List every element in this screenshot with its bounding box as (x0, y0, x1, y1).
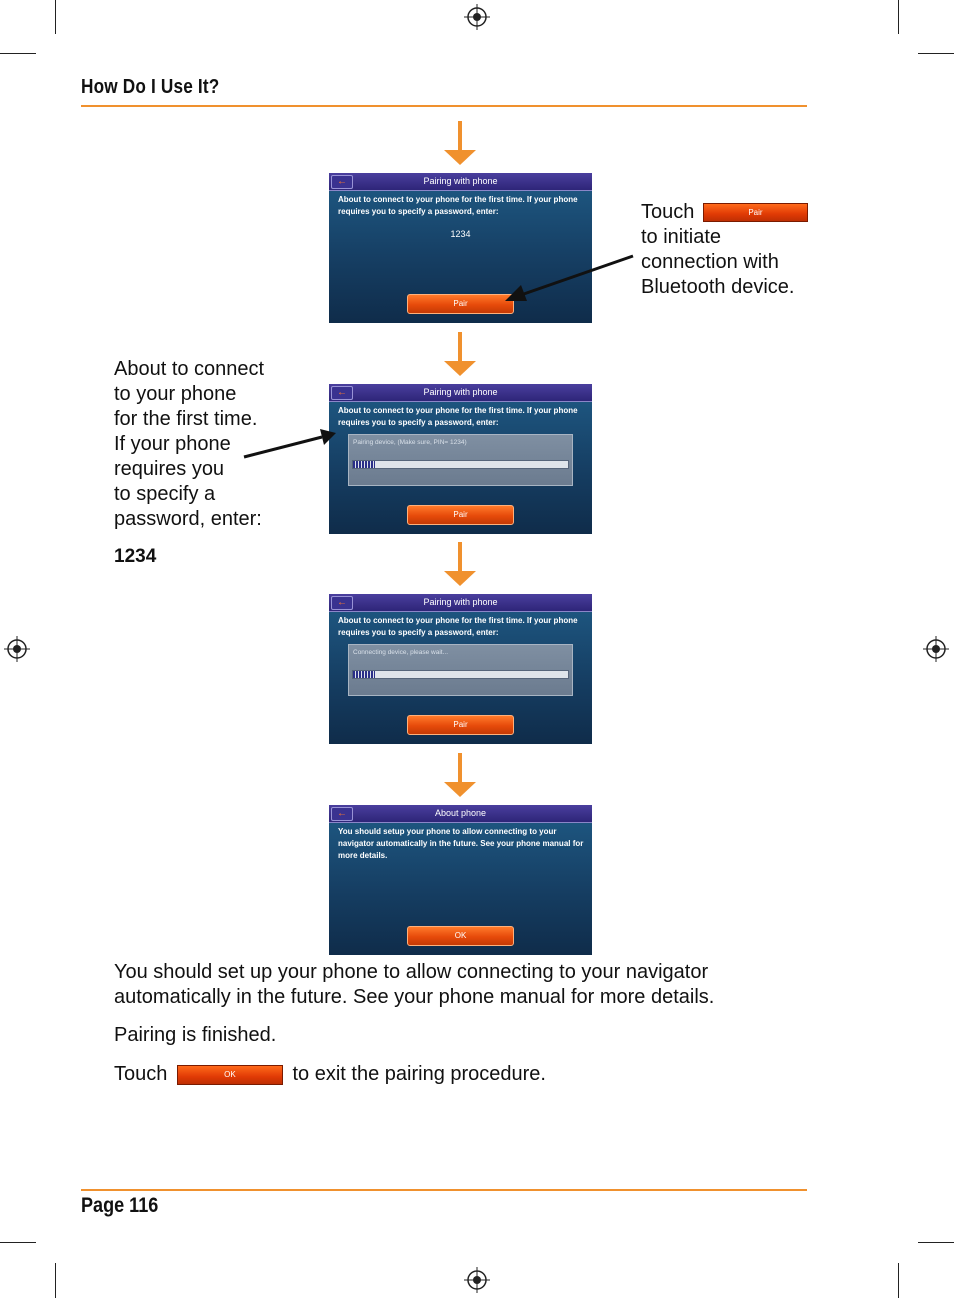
pair-button-inline: Pair (703, 203, 808, 222)
pair-button[interactable]: Pair (407, 715, 514, 735)
back-arrow-icon[interactable]: ← (331, 807, 353, 821)
screen-title: Pairing with phone (423, 387, 498, 397)
pair-button[interactable]: Pair (407, 505, 514, 525)
callout-code: 1234 (114, 546, 157, 567)
crop-mark (898, 1263, 899, 1298)
callout-line: About to connect (114, 358, 265, 380)
back-arrow-icon[interactable]: ← (331, 175, 353, 189)
callout-line: password, enter: (114, 508, 262, 530)
screen-title: Pairing with phone (423, 176, 498, 186)
screen-title: About phone (434, 808, 487, 818)
pair-button[interactable]: Pair (407, 294, 514, 314)
callout-line: connection with (641, 251, 779, 273)
back-arrow-icon[interactable]: ← (331, 596, 353, 610)
page-header-title: How Do I Use It? (81, 76, 220, 98)
callout-line: to initiate (641, 226, 722, 248)
status-panel (348, 644, 573, 696)
back-arrow-icon[interactable]: ← (331, 386, 353, 400)
touch-word: Touch (114, 1063, 168, 1085)
body-line: automatically in the future. See your phone manual for more details. (114, 986, 715, 1008)
arrow-down-icon (443, 753, 477, 797)
screen-message: About to connect to your phone for the first time. If your phone requires you to specify a password, enter: (338, 195, 578, 216)
page-number: Page 116 (81, 1194, 159, 1217)
callout-line: requires you (114, 458, 225, 480)
screen-message: About to connect to your phone for the first time. If your phone requires you to specify a password, enter: (338, 406, 578, 427)
footer-rule (81, 1189, 807, 1191)
callout-line: Bluetooth device. (641, 276, 795, 298)
registration-mark-icon (464, 1267, 490, 1293)
exit-instruction (114, 1062, 814, 1087)
progress-fill (353, 671, 375, 678)
screen-title: Pairing with phone (423, 597, 498, 607)
screenshot-about-phone (329, 805, 592, 955)
callout-line: for the first time. (114, 408, 258, 430)
crop-mark (0, 1242, 36, 1243)
screen-message: About to connect to your phone for the first time. If your phone requires you to specify a password, enter: (338, 616, 578, 637)
status-text: Pairing device, (Make sure, PIN= 1234) (353, 439, 467, 446)
screenshot-connecting (329, 594, 592, 744)
screen-message: You should setup your phone to allow connecting to your navigator automatically in the future. See your phone manual for more details. (338, 827, 584, 860)
registration-mark-icon (4, 636, 30, 662)
callout-touch-word: Touch (641, 201, 695, 223)
screen-pin-code: 1234 (450, 229, 471, 239)
callout-line: to specify a (114, 483, 216, 505)
body-paragraph (114, 960, 814, 1010)
pairing-finished-text: Pairing is finished. (114, 1024, 277, 1046)
status-text: Connecting device, please wait... (353, 649, 449, 656)
crop-mark (55, 1263, 56, 1298)
ok-button-inline: OK (177, 1065, 283, 1085)
crop-mark (918, 1242, 954, 1243)
exit-text: to exit the pairing procedure. (292, 1063, 546, 1085)
callout-line: If your phone (114, 433, 231, 455)
callout-line: to your phone (114, 383, 237, 405)
body-line: You should set up your phone to allow connecting to your navigator (114, 961, 709, 983)
pointer-arrow-icon (0, 0, 954, 600)
progress-bar (352, 670, 569, 679)
ok-button[interactable]: OK (407, 926, 514, 946)
registration-mark-icon (923, 636, 949, 662)
